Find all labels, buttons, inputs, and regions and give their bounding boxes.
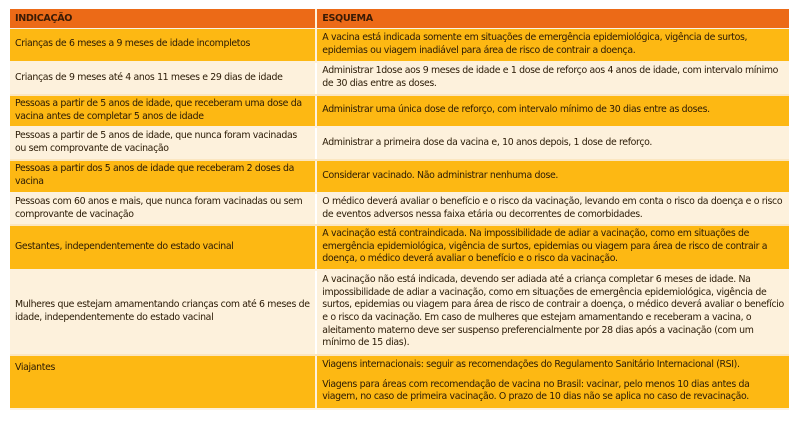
esquema-cell: Administrar uma única dose de reforço, com intervalo mínimo de 30 dias entre as doses. <box>316 95 789 127</box>
indicacao-cell: Mulheres que estejam amamentando crianças com até 6 meses de idade, independentemente do estado vacinal <box>10 270 316 355</box>
esquema-cell: A vacinação não está indicada, devendo ser adiada até a criança completar 6 meses de idade. Na impossibilidade de adiar a vacinação, como em situações de emergência epidemiológica, vigência de surtos, epidemias ou viagem para área de risco de contrair a doença, o médico deverá avaliar o benefício e o risco da vacinação. Em caso de mulheres que estejam amamentando e receberam a vacina, o aleitamento materno deve ser suspenso preferencialmente por 28 dias após a vacinação (com um mínimo de 15 dias). <box>316 270 789 355</box>
vaccination-schedule-table <box>10 9 789 410</box>
indicacao-cell: Pessoas a partir de 5 anos de idade, que nunca foram vacinadas ou sem comprovante de vacinação <box>10 127 316 160</box>
esquema-cell: A vacina está indicada somente em situações de emergência epidemiológica, vigência de surtos, epidemias ou viagem inadiável para área de risco de contrair a doença. <box>316 29 789 62</box>
table-row <box>10 160 789 193</box>
table-row <box>10 62 789 95</box>
header-esquema: ESQUEMA <box>316 9 789 29</box>
esquema-cell <box>316 355 789 409</box>
table-row <box>10 355 789 409</box>
esquema-cell: Administrar a primeira dose da vacina e, 10 anos depois, 1 dose de reforço. <box>316 127 789 160</box>
indicacao-cell: Crianças de 9 meses até 4 anos 11 meses e 29 dias de idade <box>10 62 316 95</box>
esquema-cell: O médico deverá avaliar o benefício e o risco da vacinação, levando em conta o risco da doença e o risco de eventos adversos nessa faixa etária ou decorrentes de comorbidades. <box>316 193 789 225</box>
indicacao-cell: Crianças de 6 meses a 9 meses de idade incompletos <box>10 29 316 62</box>
vaccination-schedule-table-container <box>10 9 789 410</box>
indicacao-cell: Gestantes, independentemente do estado vacinal <box>10 225 316 270</box>
esquema-paragraph-international: Viagens internacionais: seguir as recomendações do Regulamento Sanitário Internacional (RSI). <box>322 359 740 371</box>
indicacao-cell: Pessoas com 60 anos e mais, que nunca foram vacinadas ou sem comprovante de vacinação <box>10 193 316 225</box>
esquema-cell: Administrar 1dose aos 9 meses de idade e 1 dose de reforço aos 4 anos de idade, com intervalo mínimo de 30 dias entre as doses. <box>316 62 789 95</box>
table-row <box>10 95 789 127</box>
table-row <box>10 29 789 62</box>
table-row <box>10 225 789 270</box>
table-row <box>10 270 789 355</box>
esquema-cell: A vacinação está contraindicada. Na impossibilidade de adiar a vacinação, como em situações de emergência epidemiológica, vigência de surtos, epidemias ou viagem para área de risco de contrair a doença, o médico deverá avaliar o benefício e o risco da vacinação. <box>316 225 789 270</box>
esquema-cell: Considerar vacinado. Não administrar nenhuma dose. <box>316 160 789 193</box>
table-row <box>10 127 789 160</box>
header-indicacao: INDICAÇÃO <box>10 9 316 29</box>
indicacao-cell: Viajantes <box>10 355 316 409</box>
table-header-row <box>10 9 789 29</box>
table-row <box>10 193 789 225</box>
esquema-paragraph-brasil: Viagens para áreas com recomendação de vacina no Brasil: vacinar, pelo menos 10 dias antes da viagem, no caso de primeira vacinação. O prazo de 10 dias não se aplica no caso de revacinação. <box>322 378 750 403</box>
indicacao-cell: Pessoas a partir dos 5 anos de idade que receberam 2 doses da vacina <box>10 160 316 193</box>
indicacao-cell: Pessoas a partir de 5 anos de idade, que receberam uma dose da vacina antes de completar 5 anos de idade <box>10 95 316 127</box>
